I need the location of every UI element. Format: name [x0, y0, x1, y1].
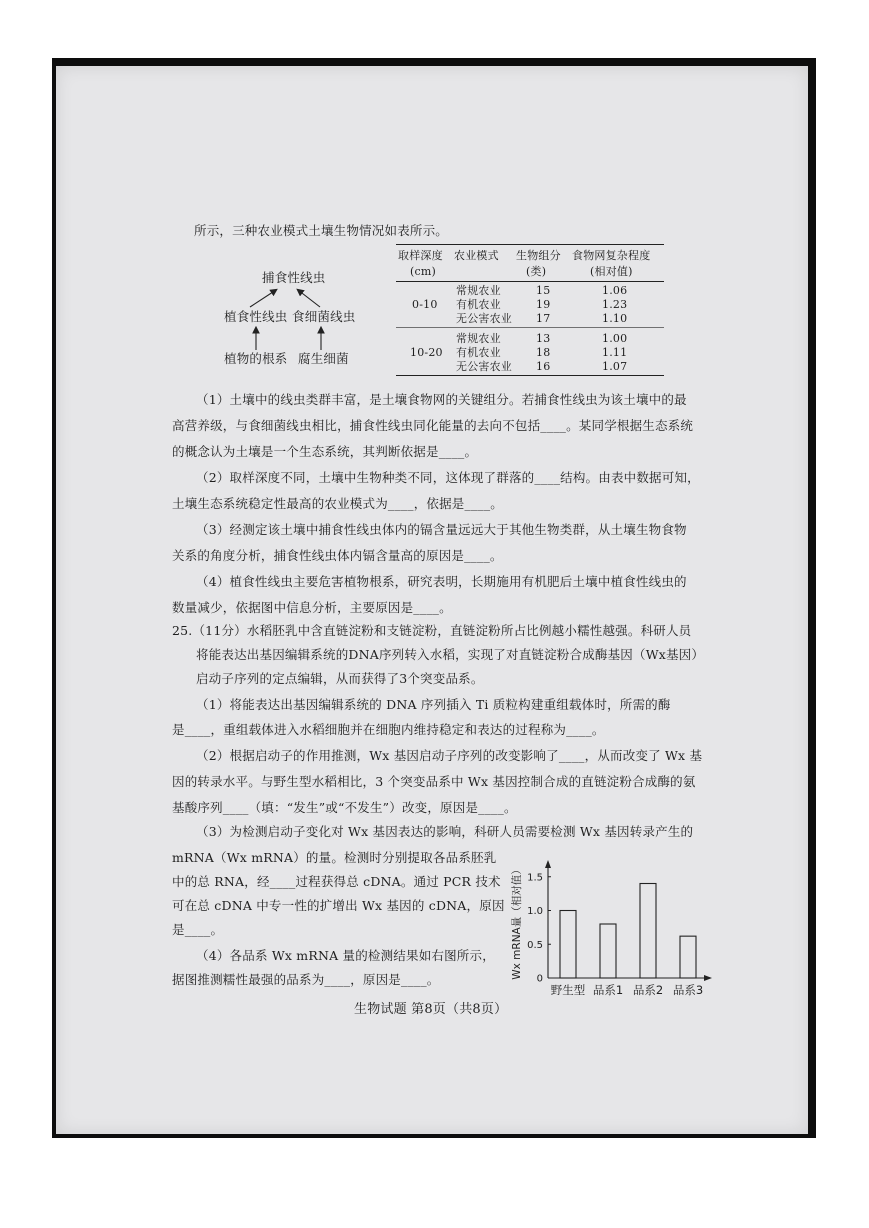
q25-p2-line3: 基酸序列____（填：“发生”或“不发生”）改变，原因是____。 — [172, 800, 517, 815]
bar-品系1 — [600, 924, 616, 978]
q24-p4-line2: 数量减少，依据图中信息分析，主要原因是____。 — [172, 600, 452, 615]
q25-p1-line2: 是____，重组载体进入水稻细胞并在细胞内维持稳定和表达的过程称为____。 — [172, 722, 605, 737]
header-mode: 农业模式 — [454, 249, 499, 262]
table-cell: 13 — [536, 332, 551, 345]
q25-intro-line3: 启动子序列的定点编辑，从而获得了3个突变品系。 — [196, 671, 484, 686]
node-plant-roots: 植物的根系 — [224, 351, 288, 366]
header-depth: 取样深度 — [398, 249, 443, 262]
header-complexity: 食物网复杂程度 — [572, 249, 651, 262]
y-tick-label: 0 — [536, 973, 543, 985]
table-cell: 1.23 — [602, 298, 628, 311]
x-category-label: 品系2 — [632, 983, 664, 997]
table-cell: 19 — [536, 298, 551, 311]
q24-p1-line2: 高营养级，与食细菌线虫相比，捕食性线虫同化能量的去向不包括____。某同学根据生态系统 — [172, 418, 694, 433]
y-axis-arrow-icon — [545, 860, 551, 868]
q24-p3-line1: （3）经测定该土壤中捕食性线虫体内的镉含量远远大于其他生物类群，从土壤生物食物 — [196, 522, 687, 537]
depth-group-1: 0-10 — [412, 298, 438, 311]
table-cell: 1.11 — [602, 346, 628, 359]
table-cell: 15 — [536, 284, 551, 297]
bar-品系2 — [640, 884, 656, 979]
table-cell: 1.10 — [602, 312, 628, 325]
q24-p4-line1: （4）植食性线虫主要危害植物根系，研究表明，长期施用有机肥后土壤中植食性线虫的 — [196, 574, 687, 589]
q25-p2-line2: 因的转录水平。与野生型水稻相比，3 个突变品系中 Wx 基因控制合成的直链淀粉合成酶的氨 — [172, 774, 696, 789]
x-category-label: 品系1 — [592, 983, 624, 997]
q25-p3-line3: 中的总 RNA，经____过程获得总 cDNA。通过 PCR 技术 — [172, 874, 501, 889]
y-tick-label: 1.5 — [527, 872, 543, 884]
subheader-depth: (cm) — [410, 265, 436, 278]
q24-p2-line2: 土壤生态系统稳定性最高的农业模式为____，依据是____。 — [172, 496, 504, 511]
depth-group-2: 10-20 — [410, 346, 443, 359]
table-cell: 1.00 — [602, 332, 628, 345]
bar-野生型 — [560, 911, 576, 979]
q25-p3-line1: （3）为检测启动子变化对 Wx 基因表达的影响，科研人员需要检测 Wx 基因转录产生的 — [196, 824, 694, 839]
intro-line: 所示，三种农业模式土壤生物情况如表所示。 — [194, 223, 449, 238]
q25-p4-line2: 据图推测糯性最强的品系为____，原因是____。 — [172, 972, 440, 987]
table-cell: 有机农业 — [456, 298, 501, 311]
header-components: 生物组分 — [516, 249, 561, 262]
q25-intro-line2: 将能表达出基因编辑系统的DNA序列转入水稻，实现了对直链淀粉合成酶基因（Wx基因） — [196, 647, 705, 662]
q25-p3-line2: mRNA（Wx mRNA）的量。检测时分别提取各品系胚乳 — [172, 850, 497, 865]
node-predatory-nematode: 捕食性线虫 — [262, 270, 326, 285]
x-category-label: 野生型 — [550, 983, 586, 997]
q24-p3-line2: 关系的角度分析，捕食性线虫体内镉含量高的原因是____。 — [172, 548, 503, 563]
q25-p3-line5: 是____。 — [172, 922, 224, 937]
q25-intro-line1: 25.（11分）水稻胚乳中含直链淀粉和支链淀粉，直链淀粉所占比例越小糯性越强。科研人员 — [172, 623, 692, 638]
q25-p4-line1: （4）各品系 Wx mRNA 量的检测结果如右图所示， — [196, 948, 495, 963]
table-cell: 有机农业 — [456, 346, 501, 359]
table-cell: 1.06 — [602, 284, 628, 297]
node-saprophytic-bacteria: 腐生细菌 — [298, 351, 349, 366]
wx-mrna-bar-chart — [504, 858, 718, 1004]
subheader-complexity: (相对值) — [590, 265, 633, 278]
subheader-components: (类) — [526, 265, 547, 278]
q24-p1-line1: （1）土壤中的线虫类群丰富，是土壤食物网的关键组分。若捕食性线虫为该土壤中的最 — [196, 392, 687, 407]
node-bacterivorous-nematode: 食细菌线虫 — [292, 309, 356, 324]
q25-p1-line1: （1）将能表达出基因编辑系统的 DNA 序列插入 Ti 质粒构建重组载体时，所需的酶 — [196, 697, 671, 712]
bar-品系3 — [680, 936, 696, 978]
table-cell: 常规农业 — [456, 332, 501, 345]
page-footer: 生物试题 第8页（共8页） — [354, 1002, 508, 1017]
food-web-arrows — [220, 280, 370, 355]
q25-p3-line4: 可在总 cDNA 中专一性的扩增出 Wx 基因的 cDNA，原因 — [172, 898, 505, 913]
table-cell: 16 — [536, 360, 551, 373]
x-category-label: 品系3 — [672, 983, 704, 997]
table-cell: 18 — [536, 346, 551, 359]
table-cell: 常规农业 — [456, 284, 501, 297]
y-axis-label: Wx mRNA量（相对值） — [511, 864, 523, 980]
table-cell: 无公害农业 — [456, 360, 512, 373]
table-cell: 无公害农业 — [456, 312, 512, 325]
table-cell: 17 — [536, 312, 551, 325]
q24-p1-line3: 的概念认为土壤是一个生态系统，其判断依据是____。 — [172, 444, 478, 459]
node-herbivorous-nematode: 植食性线虫 — [224, 309, 288, 324]
x-axis-arrow-icon — [704, 975, 712, 981]
q24-p2-line1: （2）取样深度不同，土壤中生物种类不同，这体现了群落的____结构。由表中数据可知， — [196, 470, 700, 485]
y-tick-label: 0.5 — [527, 939, 543, 951]
y-tick-label: 1.0 — [527, 906, 543, 917]
table-cell: 1.07 — [602, 360, 628, 373]
q25-p2-line1: （2）根据启动子的作用推测，Wx 基因启动子序列的改变影响了____，从而改变了 Wx 基 — [196, 748, 703, 763]
